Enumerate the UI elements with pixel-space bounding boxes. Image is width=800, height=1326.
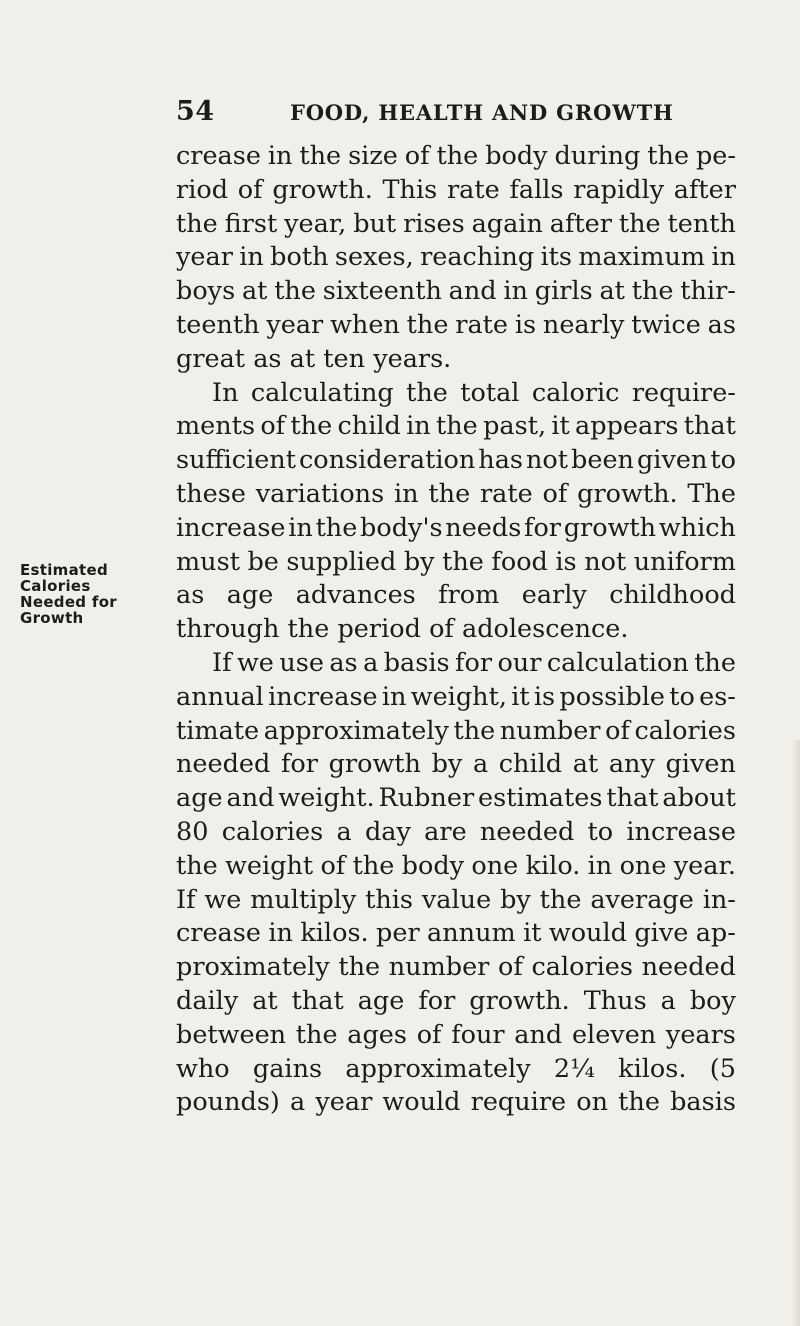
word: in	[406, 411, 431, 442]
word: the	[428, 478, 471, 509]
word: rate	[479, 478, 533, 509]
word: estimates	[478, 783, 603, 814]
word: child	[337, 411, 401, 442]
word: the	[274, 276, 316, 307]
word: food	[491, 546, 548, 577]
word: through	[176, 614, 280, 645]
word: uniform	[633, 546, 736, 577]
text-line	[176, 174, 736, 208]
word: the	[436, 141, 479, 171]
word: a	[290, 1087, 306, 1118]
text-line	[176, 410, 736, 444]
word: crease	[176, 141, 261, 171]
word: rapidly	[573, 174, 665, 205]
word: and	[448, 276, 497, 307]
word: as	[707, 309, 736, 340]
page-header	[176, 96, 736, 136]
text-line	[176, 140, 736, 174]
word: who	[176, 1053, 230, 1084]
margin-note-line: Calories	[20, 577, 91, 595]
word: of	[429, 614, 454, 645]
word: both	[270, 242, 329, 273]
word: The	[687, 478, 736, 509]
word: these	[176, 478, 246, 509]
word: for	[280, 749, 318, 780]
word: in	[267, 141, 293, 171]
word: ap-	[695, 918, 736, 949]
word: increase	[626, 816, 736, 847]
word: the	[287, 614, 330, 645]
word: the	[539, 884, 582, 915]
word: annum	[427, 918, 516, 949]
word: in	[268, 918, 293, 949]
margin-note	[20, 562, 132, 626]
word: eleven	[571, 1019, 657, 1050]
word: not	[526, 445, 569, 476]
text-line	[176, 1053, 736, 1087]
text-line	[176, 546, 736, 580]
word: its	[540, 242, 572, 273]
word: body's	[360, 512, 443, 543]
word: rate	[455, 309, 508, 340]
word: reaching	[420, 242, 535, 273]
text-line	[176, 377, 736, 411]
word: require	[470, 1087, 567, 1118]
text-line	[176, 343, 736, 377]
word: possible	[559, 681, 665, 712]
word: that	[291, 985, 344, 1016]
word: rate	[446, 174, 500, 205]
word: calories	[531, 952, 633, 983]
word: calories	[634, 715, 736, 746]
text-line	[176, 208, 736, 242]
word: year,	[284, 208, 347, 239]
word: this	[365, 884, 414, 915]
text-line	[176, 444, 736, 478]
word: the	[176, 850, 218, 881]
word: kilo.	[525, 850, 581, 881]
word: ages	[347, 1019, 407, 1050]
text-line	[176, 816, 736, 850]
word: is	[555, 546, 577, 577]
word: adolescence.	[462, 614, 629, 645]
word: as	[176, 580, 205, 611]
word: increase	[176, 512, 286, 543]
word: the	[618, 1087, 660, 1118]
word: of	[237, 174, 263, 205]
word: day	[364, 816, 411, 847]
word: any	[608, 749, 655, 780]
word: twice	[631, 309, 701, 340]
word: period	[337, 614, 421, 645]
word: of	[320, 850, 346, 881]
word: the	[176, 208, 218, 239]
word: riod	[176, 174, 229, 205]
word: per	[376, 918, 420, 949]
word: thir-	[680, 276, 736, 307]
text-line	[176, 748, 736, 782]
word: the	[406, 377, 448, 408]
word: in	[381, 681, 407, 712]
word: sufficient	[176, 445, 296, 476]
word: child	[498, 749, 563, 780]
word: to	[587, 816, 614, 847]
word: gains	[252, 1053, 323, 1084]
word: weight.	[278, 783, 375, 814]
word: has	[478, 445, 523, 476]
word: ments	[176, 411, 256, 442]
word: supplied	[286, 546, 397, 577]
word: use	[279, 647, 324, 678]
word: past,	[483, 411, 547, 442]
word: variations	[255, 478, 385, 509]
word: in	[711, 242, 736, 273]
word: daily	[176, 985, 239, 1016]
word: Rubner	[378, 783, 475, 814]
word: teenth	[176, 309, 260, 340]
word: a	[336, 816, 352, 847]
word: year.	[673, 850, 736, 881]
word: been	[571, 445, 634, 476]
word: when	[330, 309, 400, 340]
page-edge-shadow	[792, 740, 800, 1326]
word: 2¼	[553, 1053, 595, 1084]
word: approximately	[345, 1053, 531, 1084]
word: at	[289, 343, 316, 374]
word: multiply	[250, 884, 357, 915]
word: the	[406, 309, 449, 340]
text-line	[176, 917, 736, 951]
word: given	[636, 445, 708, 476]
word: of	[260, 411, 286, 442]
word: to	[669, 681, 695, 712]
text-line	[176, 985, 736, 1019]
word: at	[572, 749, 599, 780]
word: years.	[373, 343, 452, 374]
text-line	[176, 681, 736, 715]
word: weight	[225, 850, 314, 881]
word: annual	[176, 681, 264, 712]
word: years	[665, 1019, 736, 1050]
word: about	[662, 783, 736, 814]
word: as	[329, 647, 358, 678]
word: size	[348, 141, 398, 171]
word: after	[549, 208, 612, 239]
word: between	[176, 1019, 287, 1050]
word: needed	[641, 952, 736, 983]
word: number	[388, 952, 490, 983]
word: give	[634, 918, 689, 949]
word: needed	[176, 749, 271, 780]
word: given	[665, 749, 736, 780]
margin-note-line: Estimated	[20, 561, 109, 579]
word: 80	[176, 816, 209, 847]
word: crease	[176, 918, 261, 949]
word: body	[401, 850, 465, 881]
word: first	[224, 208, 278, 239]
word: consideration	[298, 445, 476, 476]
word: that	[683, 411, 736, 442]
text-line	[176, 951, 736, 985]
text-line	[176, 715, 736, 749]
word: in	[587, 850, 613, 881]
word: for	[455, 647, 493, 678]
text-line	[176, 478, 736, 512]
word: the	[442, 546, 484, 577]
word: proximately	[176, 952, 330, 983]
word: es-	[699, 681, 736, 712]
word: the	[647, 141, 690, 171]
word: year	[266, 309, 324, 340]
word: the	[436, 411, 478, 442]
word: again	[471, 208, 543, 239]
page-number: 54	[176, 96, 215, 127]
word: the	[290, 411, 333, 442]
word: pounds)	[176, 1087, 280, 1118]
word: and	[226, 783, 275, 814]
word: total	[460, 377, 520, 408]
word: appears	[575, 411, 679, 442]
word: age	[357, 985, 405, 1016]
word: during	[554, 141, 641, 171]
margin-note-line: Growth	[20, 609, 84, 627]
word: which	[658, 512, 736, 543]
word: falls	[509, 174, 564, 205]
word: maximum	[578, 242, 706, 273]
word: one	[471, 850, 519, 881]
word: must	[176, 546, 240, 577]
word: in	[394, 478, 419, 509]
word: in	[239, 242, 264, 273]
word: at	[241, 276, 268, 307]
word: one	[619, 850, 667, 881]
word: the	[315, 512, 358, 543]
word: approximately	[263, 715, 449, 746]
word: in	[288, 512, 313, 543]
word: growth	[328, 749, 421, 780]
word: (5	[709, 1053, 736, 1084]
word: rises	[403, 208, 465, 239]
text-line	[176, 1086, 736, 1120]
word: In	[212, 377, 239, 408]
word: our	[497, 647, 542, 678]
word: needed	[479, 816, 575, 847]
word: nearly	[542, 309, 625, 340]
word: basis	[670, 1087, 736, 1118]
word: at	[599, 276, 625, 307]
word: a	[363, 647, 379, 678]
text-line	[176, 241, 736, 275]
word: growth	[563, 512, 657, 543]
word: year	[315, 1087, 373, 1118]
word: growth.	[272, 174, 373, 205]
word: of	[404, 141, 430, 171]
text-line	[176, 850, 736, 884]
word: require-	[631, 377, 736, 408]
word: a	[660, 985, 676, 1016]
word: kilos.	[300, 918, 369, 949]
word: average	[590, 884, 694, 915]
word: four	[451, 1019, 505, 1050]
word: we	[204, 884, 242, 915]
word: the	[631, 276, 674, 307]
word: it	[523, 918, 542, 949]
text-line	[176, 782, 736, 816]
word: for	[418, 985, 456, 1016]
word: caloric	[531, 377, 620, 408]
word: increase	[268, 681, 378, 712]
word: at	[252, 985, 278, 1016]
word: it	[511, 681, 530, 712]
word: boy	[689, 985, 736, 1016]
word: calories	[221, 816, 324, 847]
word: the	[352, 850, 395, 881]
word: for	[524, 512, 561, 543]
running-title: FOOD, HEALTH AND GROWTH	[290, 100, 674, 125]
word: If	[176, 884, 196, 915]
word: of	[416, 1019, 442, 1050]
text-line	[176, 1019, 736, 1053]
word: If	[212, 647, 232, 678]
text-line	[176, 512, 736, 546]
word: value	[421, 884, 492, 915]
text-line	[176, 884, 736, 918]
word: that	[606, 783, 659, 814]
word: Thus	[583, 985, 647, 1016]
text-line	[176, 309, 736, 343]
word: the	[618, 208, 661, 239]
word: needs	[445, 512, 522, 543]
margin-note-line: Needed for	[20, 593, 117, 611]
text-line	[176, 613, 736, 647]
text-line	[176, 647, 736, 681]
word: of	[542, 478, 568, 509]
word: kilos.	[618, 1053, 687, 1084]
word: childhood	[609, 580, 736, 611]
word: would	[548, 918, 627, 949]
word: number	[499, 715, 601, 746]
body-text	[176, 140, 736, 1120]
word: timate	[176, 715, 260, 746]
word: growth.	[577, 478, 678, 509]
word: a	[472, 749, 489, 780]
word: great	[176, 343, 246, 374]
word: but	[353, 208, 397, 239]
word: calculating	[250, 377, 394, 408]
word: it	[551, 411, 570, 442]
word: and	[514, 1019, 563, 1050]
word: on	[576, 1087, 609, 1118]
word: advances	[295, 580, 416, 611]
word: girls	[534, 276, 593, 307]
word: be	[247, 546, 279, 577]
word: in	[503, 276, 528, 307]
word: sexes,	[334, 242, 414, 273]
word: is	[514, 309, 537, 340]
word: is	[533, 681, 556, 712]
word: pe-	[695, 141, 736, 171]
word: not	[584, 546, 627, 577]
word: year	[176, 242, 233, 273]
word: basis	[383, 647, 450, 678]
word: the	[295, 1019, 338, 1050]
word: the	[338, 952, 381, 983]
word: This	[382, 174, 438, 205]
word: the	[299, 141, 342, 171]
word: sixteenth	[322, 276, 442, 307]
word: of	[498, 952, 523, 983]
word: early	[521, 580, 587, 611]
word: body	[485, 141, 548, 171]
word: calculation	[546, 647, 689, 678]
word: from	[438, 580, 500, 611]
word: after	[673, 174, 736, 205]
word: the	[694, 647, 736, 678]
word: by	[431, 749, 463, 780]
word: in-	[702, 884, 736, 915]
word: the	[453, 715, 496, 746]
word: are	[424, 816, 467, 847]
word: to	[710, 445, 736, 476]
word: age	[226, 580, 274, 611]
text-line	[176, 275, 736, 309]
word: as	[253, 343, 282, 374]
word: of	[605, 715, 630, 746]
text-line	[176, 579, 736, 613]
word: by	[500, 884, 531, 915]
word: weight,	[410, 681, 507, 712]
word: tenth	[667, 208, 736, 239]
word: would	[382, 1087, 461, 1118]
word: boys	[176, 276, 236, 307]
word: age	[176, 783, 223, 814]
word: by	[403, 546, 435, 577]
word: ten	[323, 343, 366, 374]
word: we	[236, 647, 274, 678]
word: growth.	[469, 985, 570, 1016]
